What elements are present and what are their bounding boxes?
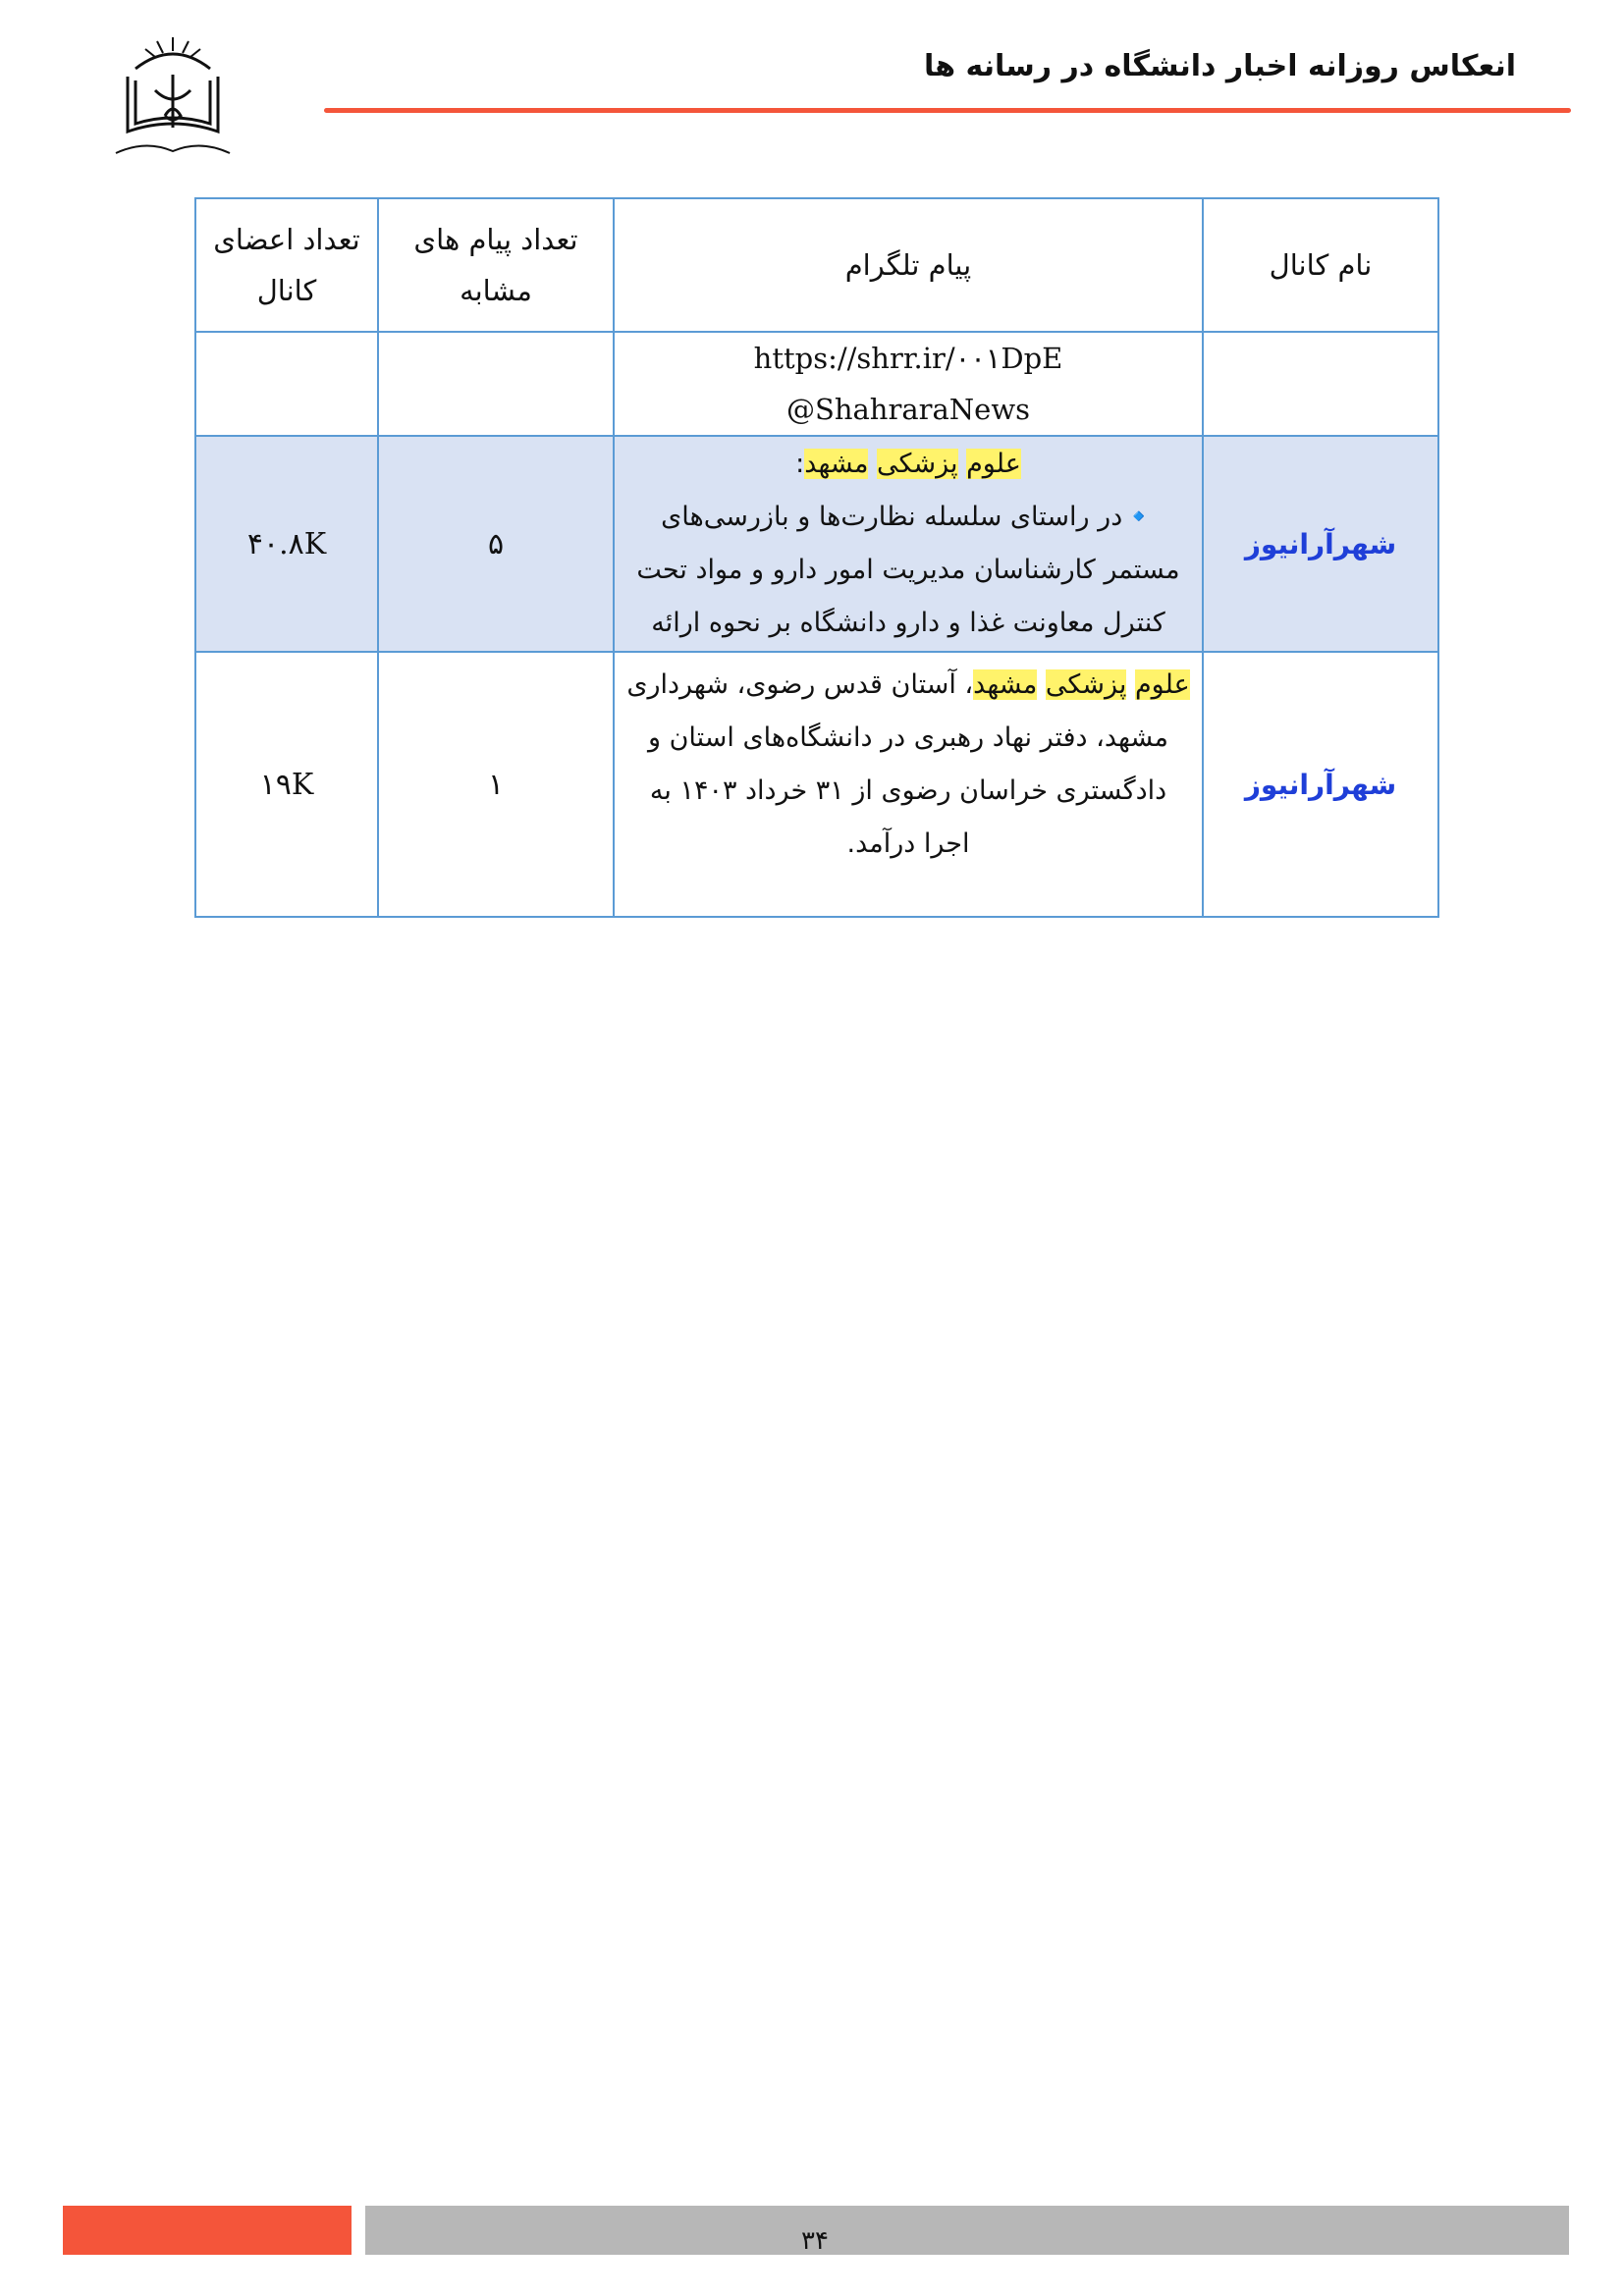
column-header-text: تعداد اعضای [213, 223, 360, 256]
column-header-text: مشابه [460, 274, 532, 307]
highlighted-keyword: علوم [1134, 669, 1190, 700]
footer-accent-bar [63, 2206, 352, 2255]
message-line: مستمر کارشناسان مدیریت امور دارو و مواد تحت [636, 555, 1180, 585]
page-number: ۳۴ [801, 2226, 829, 2256]
column-header-text: نام کانال [1269, 248, 1373, 282]
members-cell-empty [195, 332, 378, 436]
highlighted-keyword: علوم [966, 449, 1021, 479]
table-row [195, 652, 1438, 917]
column-header-members [195, 198, 378, 332]
column-header-telegram-message [614, 198, 1203, 332]
column-header-text: تعداد پیام های [413, 223, 578, 256]
column-header-text: کانال [256, 274, 317, 307]
members-cell [195, 652, 378, 917]
table-row [195, 332, 1438, 436]
message-line: مشهد، دفتر نهاد رهبری در دانشگاه‌های استان و [647, 722, 1169, 753]
similar-count: ۵ [487, 526, 505, 561]
channel-handle: ShahraraNews@ [785, 393, 1031, 426]
similar-count-cell [378, 652, 614, 917]
members-cell [195, 436, 378, 652]
message-link[interactable]: https://shrr.ir/۰۰۱DpE [753, 342, 1063, 375]
message-cell [614, 332, 1203, 436]
message-text: : [795, 449, 805, 479]
channel-name: شهرآرانیوز [1244, 768, 1397, 801]
members-count: ۱۹K [259, 767, 314, 802]
telegram-message-text [623, 659, 1194, 910]
column-header-channel-name [1203, 198, 1438, 332]
channel-cell [1203, 652, 1438, 917]
telegram-report-table [194, 197, 1439, 918]
telegram-message-text [623, 438, 1194, 650]
highlighted-keyword: پزشکی [1045, 669, 1127, 700]
channel-name: شهرآرانیوز [1244, 527, 1397, 561]
message-text: ، آستان قدس رضوی، شهرداری [626, 669, 974, 700]
table-header-row [195, 198, 1438, 332]
similar-count: ۱ [487, 767, 505, 802]
similar-count-cell [378, 436, 614, 652]
column-header-text: پیام تلگرام [844, 248, 972, 282]
highlighted-keyword: پزشکی [877, 449, 958, 479]
message-cell [614, 436, 1203, 652]
members-count: ۴۰.۸K [246, 526, 327, 561]
header-divider [324, 108, 1571, 113]
highlighted-keyword: مشهد [804, 449, 869, 479]
table-row [195, 436, 1438, 652]
message-cell [614, 652, 1203, 917]
highlighted-keyword: مشهد [973, 669, 1038, 700]
column-header-similar-messages [378, 198, 614, 332]
page-header-title: انعکاس روزانه اخبار دانشگاه در رسانه ها [924, 49, 1516, 83]
message-line: دادگستری خراسان رضوی از ۳۱ خرداد ۱۴۰۳ به [649, 775, 1167, 806]
similar-count-cell-empty [378, 332, 614, 436]
university-emblem-icon [106, 29, 240, 163]
footer-gray-bar [365, 2206, 1569, 2255]
channel-cell-empty [1203, 332, 1438, 436]
message-line: اجرا درآمد. [846, 828, 970, 859]
channel-cell [1203, 436, 1438, 652]
message-line: 🔹در راستای سلسله نظارت‌ها و بازرسی‌های [661, 502, 1156, 532]
message-line: کنترل معاونت غذا و دارو دانشگاه بر نحوه ارائه [651, 608, 1165, 638]
